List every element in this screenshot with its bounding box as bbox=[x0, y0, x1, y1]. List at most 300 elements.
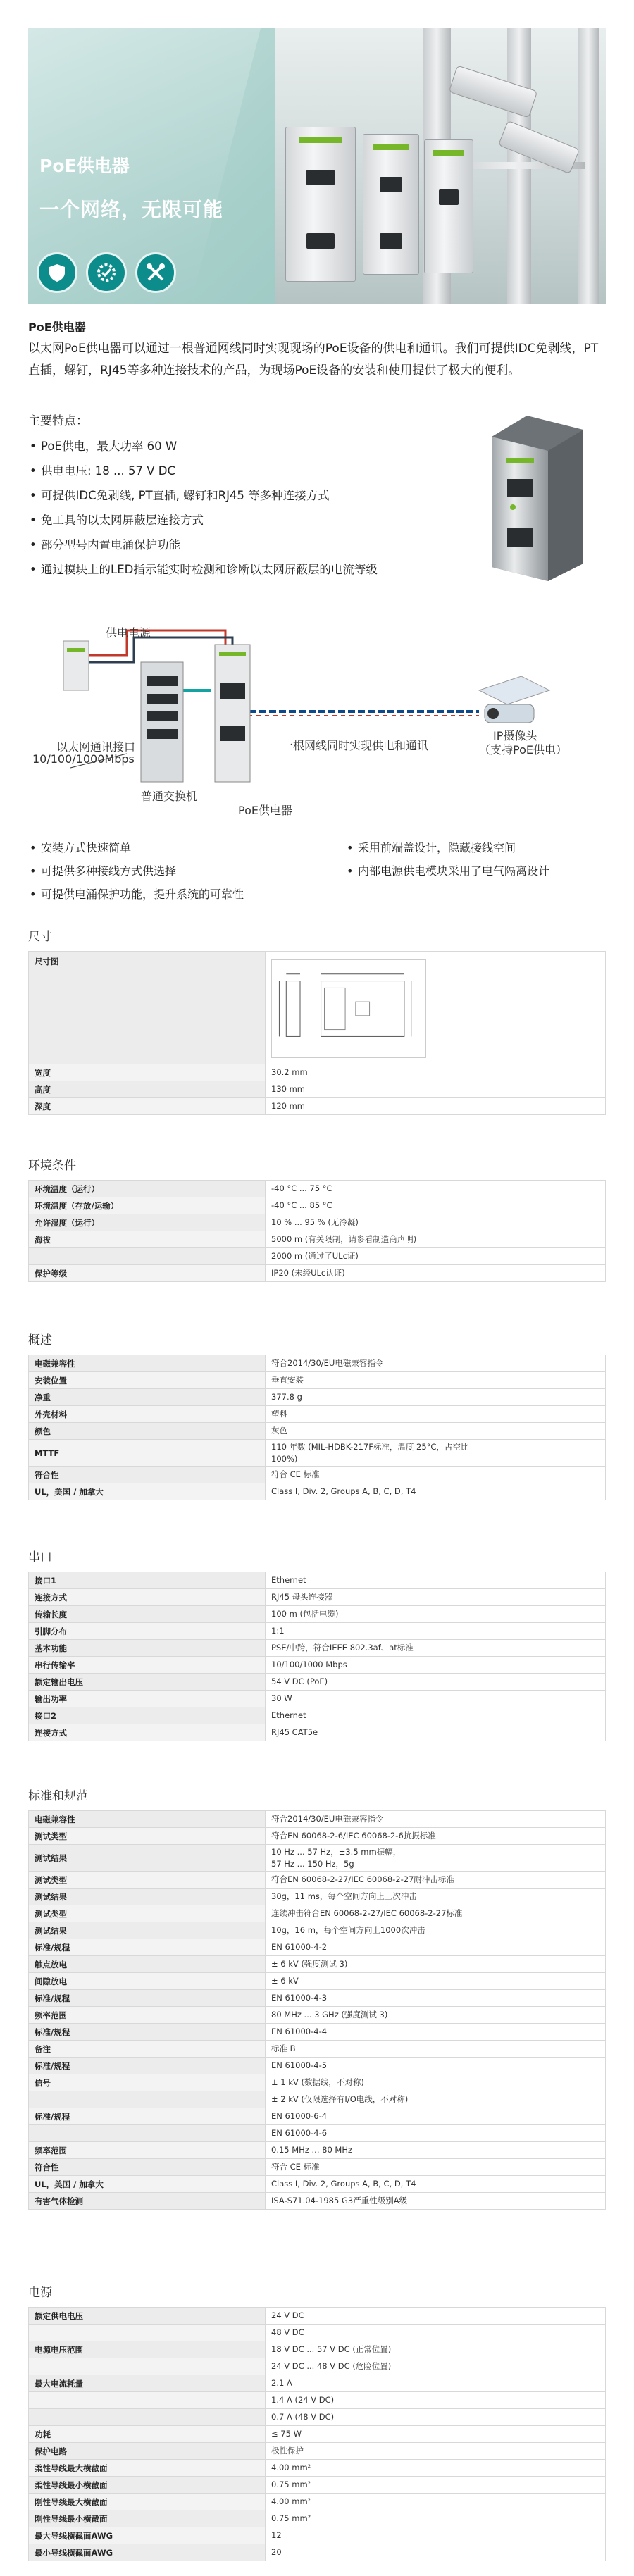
spec-value bbox=[266, 2058, 606, 2074]
feature-item: • 通过模块上的LED指示能实时检测和诊断以太网屏蔽层的电流等级 bbox=[28, 560, 451, 585]
feature-item: • 免工具的以太网屏蔽层连接方式 bbox=[28, 511, 451, 535]
spec-value-line: 符合 CE 标准 bbox=[271, 1469, 320, 1479]
spec-key: MTTF bbox=[29, 1440, 266, 1467]
table-row bbox=[29, 1691, 606, 1707]
spec-value-line: ± 2 kV (仅限选择有I/O电线，不对称) bbox=[271, 2094, 409, 2104]
spec-key: 保护等级 bbox=[29, 1265, 266, 1282]
spec-value bbox=[266, 1707, 606, 1724]
spec-value bbox=[266, 2392, 606, 2409]
spec-value-line: 48 V DC bbox=[271, 2327, 304, 2337]
spec-key: 标准/规程 bbox=[29, 2108, 266, 2125]
spec-key: 最大导线横截面AWG bbox=[29, 2527, 266, 2544]
spec-key: 测试结果 bbox=[29, 1922, 266, 1939]
table-row bbox=[29, 2409, 606, 2426]
spec-value-line: 1.4 A (24 V DC) bbox=[271, 2395, 335, 2405]
spec-key: 尺寸图 bbox=[29, 952, 266, 1064]
spec-value bbox=[266, 1248, 606, 1265]
spec-value bbox=[266, 1872, 606, 1889]
spec-value bbox=[266, 1674, 606, 1691]
spec-value-line: 30 W bbox=[271, 1693, 292, 1703]
table-row bbox=[29, 1956, 606, 1973]
section-title: 串口 bbox=[28, 1550, 52, 1564]
spec-value-line: 10 % ... 95 % (无冷凝) bbox=[271, 1217, 359, 1227]
spec-value bbox=[266, 1214, 606, 1231]
spec-value bbox=[266, 1623, 606, 1640]
feature-list bbox=[28, 437, 451, 585]
label-eth-speed: 10/100/1000Mbps bbox=[32, 752, 135, 766]
spec-value bbox=[266, 1589, 606, 1606]
spec-table bbox=[28, 1180, 606, 1282]
spec-key bbox=[29, 2392, 266, 2409]
spec-value-line: 4.00 mm² bbox=[271, 2463, 311, 2472]
spec-value bbox=[266, 1098, 606, 1115]
table-row bbox=[29, 2074, 606, 2091]
spec-value-line: ISA-S71.04-1985 G3严重性级别A级 bbox=[271, 2196, 408, 2205]
table-row bbox=[29, 2510, 606, 2527]
table-row bbox=[29, 2375, 606, 2392]
spec-key: 接口2 bbox=[29, 1707, 266, 1724]
spec-value bbox=[266, 1905, 606, 1922]
hero-banner bbox=[28, 28, 606, 304]
spec-value bbox=[266, 1889, 606, 1905]
table-row bbox=[29, 1389, 606, 1406]
spec-value-line: RJ45 CAT5e bbox=[271, 1727, 318, 1737]
table-row bbox=[29, 2358, 606, 2375]
spec-key: 频率范围 bbox=[29, 2007, 266, 2024]
spec-value-line: 符合2014/30/EU电磁兼容指令 bbox=[271, 1358, 384, 1368]
hero-subtitle: 一个网络，无限可能 bbox=[39, 198, 224, 221]
table-row bbox=[29, 1828, 606, 1845]
spec-value bbox=[266, 2074, 606, 2091]
feature-item: • PoE供电，最大功率 60 W bbox=[28, 437, 451, 461]
spec-key: 柔性导线最小横截面 bbox=[29, 2477, 266, 2494]
spec-value-line: 30.2 mm bbox=[271, 1067, 308, 1077]
table-row bbox=[29, 1707, 606, 1724]
spec-value-line: 24 V DC ... 48 V DC (危险位置) bbox=[271, 2361, 392, 2371]
table-row bbox=[29, 1811, 606, 1828]
spec-key bbox=[29, 1248, 266, 1265]
spec-table bbox=[28, 1355, 606, 1500]
spec-value bbox=[266, 1973, 606, 1990]
spec-value bbox=[266, 1231, 606, 1248]
spec-value bbox=[266, 1657, 606, 1674]
spec-value bbox=[266, 1355, 606, 1372]
spec-value bbox=[266, 2325, 606, 2341]
table-row bbox=[29, 1197, 606, 1214]
spec-value-line: EN 61000-4-2 bbox=[271, 1942, 328, 1952]
section-title: 标准和规范 bbox=[28, 1789, 88, 1803]
table-row bbox=[29, 1589, 606, 1606]
spec-key bbox=[29, 2125, 266, 2142]
spec-value bbox=[266, 1845, 606, 1872]
spec-key: UL，美国 / 加拿大 bbox=[29, 1483, 266, 1500]
spec-key: 符合性 bbox=[29, 2159, 266, 2176]
table-row bbox=[29, 2341, 606, 2358]
table-row bbox=[29, 2392, 606, 2409]
table-row bbox=[29, 1231, 606, 1248]
feature-item: • 可提供IDC免剥线, PT直插, 螺钉和RJ45 等多种连接方式 bbox=[28, 486, 451, 511]
dimension-drawing bbox=[271, 959, 426, 1058]
spec-value-line: 0.75 mm² bbox=[271, 2479, 311, 2489]
spec-value-line: 符合 CE 标准 bbox=[271, 2162, 320, 2172]
spec-value-line: 10g，16 m，每个空间方向上1000次冲击 bbox=[271, 1925, 425, 1935]
table-row bbox=[29, 1265, 606, 1282]
table-row bbox=[29, 1355, 606, 1372]
spec-key: 测试类型 bbox=[29, 1828, 266, 1845]
table-row bbox=[29, 1905, 606, 1922]
spec-key: 柔性导线最大横截面 bbox=[29, 2460, 266, 2477]
spec-value-line: 110 年数 (MIL-HDBK-217F标准，温度 25°C，占空比 bbox=[271, 1441, 469, 1452]
spec-key: 最小导线横截面AWG bbox=[29, 2544, 266, 2561]
table-row bbox=[29, 2058, 606, 2074]
spec-key: 有害气体检测 bbox=[29, 2193, 266, 2210]
spec-value-line: 塑料 bbox=[271, 1409, 287, 1419]
spec-table bbox=[28, 1572, 606, 1741]
spec-value bbox=[266, 2091, 606, 2108]
table-row bbox=[29, 2159, 606, 2176]
spec-key: 宽度 bbox=[29, 1064, 266, 1081]
spec-value bbox=[266, 1181, 606, 1197]
spec-table bbox=[28, 1810, 606, 2210]
spec-value-line: 100 m (包括电缆) bbox=[271, 1609, 339, 1619]
table-row bbox=[29, 2494, 606, 2510]
spec-value-line: 54 V DC (PoE) bbox=[271, 1676, 328, 1686]
table-row bbox=[29, 2091, 606, 2108]
table-row bbox=[29, 1440, 606, 1467]
spec-key: 间隙放电 bbox=[29, 1973, 266, 1990]
table-row bbox=[29, 1467, 606, 1483]
gear-check-icon bbox=[86, 252, 127, 293]
table-row bbox=[29, 2024, 606, 2041]
spec-value bbox=[266, 1406, 606, 1423]
spec-value-line: 2.1 A bbox=[271, 2378, 292, 2388]
spec-value-line: 130 mm bbox=[271, 1084, 306, 1094]
spec-key: 额定供电电压 bbox=[29, 2308, 266, 2325]
spec-value-line: EN 61000-4-4 bbox=[271, 2027, 328, 2036]
spec-value-line: 0.75 mm² bbox=[271, 2513, 311, 2523]
label-camera: IP摄像头 bbox=[493, 729, 537, 742]
spec-key: 标准/规程 bbox=[29, 2058, 266, 2074]
spec-value-line: EN 61000-4-5 bbox=[271, 2060, 328, 2070]
spec-key: 电磁兼容性 bbox=[29, 1811, 266, 1828]
spec-key: 标准/规程 bbox=[29, 1939, 266, 1956]
spec-key: 深度 bbox=[29, 1098, 266, 1115]
spec-value-line: 符合EN 60068-2-27/IEC 60068-2-27耐冲击标准 bbox=[271, 1874, 454, 1884]
spec-value bbox=[266, 1691, 606, 1707]
spec-value-line: RJ45 母头连接器 bbox=[271, 1592, 333, 1602]
spec-value-line: 377.8 g bbox=[271, 1392, 302, 1402]
spec-key: 电磁兼容性 bbox=[29, 1355, 266, 1372]
table-row bbox=[29, 1922, 606, 1939]
benefit-item: • 可提供电涌保护功能，提升系统的可靠性 bbox=[28, 885, 338, 908]
section-title: 电源 bbox=[28, 2286, 52, 2300]
spec-key: 刚性导线最小横截面 bbox=[29, 2510, 266, 2527]
spec-key bbox=[29, 2409, 266, 2426]
spec-value-line: 20 bbox=[271, 2547, 282, 2557]
table-row bbox=[29, 1990, 606, 2007]
spec-value-line: -40 °C ... 75 °C bbox=[271, 1183, 332, 1193]
spec-key: 传输长度 bbox=[29, 1606, 266, 1623]
spec-value bbox=[266, 2358, 606, 2375]
spec-key: 环境温度（存放/运输） bbox=[29, 1197, 266, 1214]
section-title: 环境条件 bbox=[28, 1159, 76, 1173]
spec-value bbox=[266, 2341, 606, 2358]
spec-value-line: 连续冲击符合EN 60068-2-27/IEC 60068-2-27标准 bbox=[271, 1908, 463, 1918]
label-camera-poe: （支持PoE供电） bbox=[479, 743, 567, 757]
spec-key: 电源电压范围 bbox=[29, 2341, 266, 2358]
spec-value bbox=[266, 1640, 606, 1657]
spec-value-line: 0.15 MHz ... 80 MHz bbox=[271, 2145, 353, 2155]
table-row bbox=[29, 1214, 606, 1231]
spec-value-line: 极性保护 bbox=[271, 2446, 304, 2456]
product-side-image bbox=[478, 409, 597, 585]
spec-key: 功耗 bbox=[29, 2426, 266, 2443]
spec-key bbox=[29, 2358, 266, 2375]
spec-key: UL，美国 / 加拿大 bbox=[29, 2176, 266, 2193]
hero-product-photo bbox=[275, 28, 606, 304]
table-row bbox=[29, 1606, 606, 1623]
table-row bbox=[29, 2308, 606, 2325]
spec-value bbox=[266, 1197, 606, 1214]
spec-value bbox=[266, 1372, 606, 1389]
spec-value-line: ≤ 75 W bbox=[271, 2429, 302, 2439]
benefits-left bbox=[28, 838, 338, 908]
spec-value bbox=[266, 1572, 606, 1589]
spec-value bbox=[266, 2477, 606, 2494]
spec-value-line: 12 bbox=[271, 2530, 282, 2540]
table-row bbox=[29, 1674, 606, 1691]
spec-key: 基本功能 bbox=[29, 1640, 266, 1657]
table-row bbox=[29, 1181, 606, 1197]
feature-item: • 供电电压: 18 ... 57 V DC bbox=[28, 461, 451, 486]
application-diagram bbox=[28, 613, 606, 824]
spec-value bbox=[266, 2443, 606, 2460]
table-row bbox=[29, 2041, 606, 2058]
table-row bbox=[29, 2176, 606, 2193]
feature-item: • 部分型号内置电涌保护功能 bbox=[28, 535, 451, 560]
spec-key bbox=[29, 2091, 266, 2108]
table-row bbox=[29, 1657, 606, 1674]
table-row bbox=[29, 2007, 606, 2024]
label-switch: 普通交换机 bbox=[141, 790, 198, 803]
spec-key: 最大电流耗量 bbox=[29, 2375, 266, 2392]
table-row bbox=[29, 1572, 606, 1589]
spec-key: 标准/规程 bbox=[29, 1990, 266, 2007]
spec-value bbox=[266, 1956, 606, 1973]
spec-key bbox=[29, 2325, 266, 2341]
spec-key: 高度 bbox=[29, 1081, 266, 1098]
table-row bbox=[29, 2108, 606, 2125]
label-power-supply: 供电电源 bbox=[106, 626, 151, 640]
spec-value bbox=[266, 2510, 606, 2527]
spec-value bbox=[266, 1483, 606, 1500]
spec-value-line: ± 6 kV bbox=[271, 1976, 299, 1986]
spec-value-line: ± 1 kV (数据线，不对称) bbox=[271, 2077, 364, 2087]
section-title: 尺寸 bbox=[28, 930, 52, 944]
spec-value bbox=[266, 1939, 606, 1956]
shield-icon bbox=[37, 252, 77, 293]
spec-value-line: 57 Hz ... 150 Hz，5g bbox=[271, 1858, 354, 1869]
spec-value bbox=[266, 2176, 606, 2193]
spec-key: 测试类型 bbox=[29, 1872, 266, 1889]
spec-table bbox=[28, 951, 606, 1115]
table-row bbox=[29, 2142, 606, 2159]
spec-key: 测试结果 bbox=[29, 1845, 266, 1872]
spec-value bbox=[266, 2375, 606, 2392]
spec-value-line: 80 MHz ... 3 GHz (强度测试 3) bbox=[271, 2010, 388, 2020]
benefit-item: • 可提供多种接线方式供选择 bbox=[28, 861, 338, 885]
spec-key: 输出功率 bbox=[29, 1691, 266, 1707]
table-row bbox=[29, 1640, 606, 1657]
spec-value bbox=[266, 1423, 606, 1440]
table-row bbox=[29, 1064, 606, 1081]
spec-value bbox=[266, 2041, 606, 2058]
table-row bbox=[29, 2527, 606, 2544]
spec-value bbox=[266, 2108, 606, 2125]
hero-title: PoE供电器 bbox=[39, 156, 130, 176]
spec-value-line: 符合2014/30/EU电磁兼容指令 bbox=[271, 1814, 384, 1824]
spec-value bbox=[266, 1467, 606, 1483]
table-row bbox=[29, 2125, 606, 2142]
spec-value-line: 4.00 mm² bbox=[271, 2496, 311, 2506]
features-title: 主要特点： bbox=[28, 414, 88, 428]
table-row bbox=[29, 2443, 606, 2460]
spec-value-line: 灰色 bbox=[271, 1426, 287, 1436]
spec-key: 备注 bbox=[29, 2041, 266, 2058]
table-row bbox=[29, 2477, 606, 2494]
spec-value-line: 10 Hz ... 57 Hz，±3.5 mm振幅， bbox=[271, 1846, 402, 1857]
spec-key: 连接方式 bbox=[29, 1589, 266, 1606]
spec-value bbox=[266, 2193, 606, 2210]
spec-value-line: 100%) bbox=[271, 1453, 298, 1464]
spec-key: 连接方式 bbox=[29, 1724, 266, 1741]
intro-title: PoE供电器 bbox=[28, 321, 86, 334]
label-one-cable: 一根网线同时实现供电和通讯 bbox=[282, 739, 429, 752]
spec-key: 净重 bbox=[29, 1389, 266, 1406]
spec-value-line: Class I, Div. 2, Groups A, B, C, D, T4 bbox=[271, 2179, 416, 2189]
table-row bbox=[29, 1845, 606, 1872]
intro-text: 以太网PoE供电器可以通过一根普通网线同时实现现场的PoE设备的供电和通讯。我们可提供IDC免剥线，PT直插，螺钉，RJ45等多种连接技术的产品，为现场PoE设备的安装和使用提供了极大的便利。 bbox=[28, 342, 599, 378]
benefit-item: • 采用前端盖设计，隐藏接线空间 bbox=[345, 838, 613, 861]
table-row bbox=[29, 1939, 606, 1956]
spec-value-line: 120 mm bbox=[271, 1101, 306, 1111]
spec-value bbox=[266, 1724, 606, 1741]
spec-key: 海拔 bbox=[29, 1231, 266, 1248]
spec-value-line: Ethernet bbox=[271, 1575, 306, 1585]
spec-value bbox=[266, 952, 606, 1064]
spec-value-line: 30g，11 ms，每个空间方向上三次冲击 bbox=[271, 1891, 417, 1901]
spec-value bbox=[266, 1389, 606, 1406]
spec-value bbox=[266, 1922, 606, 1939]
spec-key: 标准/规程 bbox=[29, 2024, 266, 2041]
spec-value-line: EN 61000-4-6 bbox=[271, 2128, 328, 2138]
spec-key: 刚性导线最大横截面 bbox=[29, 2494, 266, 2510]
spec-key: 允许湿度（运行） bbox=[29, 1214, 266, 1231]
spec-value-line: 10/100/1000 Mbps bbox=[271, 1660, 347, 1669]
spec-value bbox=[266, 2527, 606, 2544]
table-row bbox=[29, 1081, 606, 1098]
spec-value-line: ± 6 kV (强度测试 3) bbox=[271, 1959, 348, 1969]
table-row bbox=[29, 2426, 606, 2443]
spec-value bbox=[266, 2125, 606, 2142]
spec-value bbox=[266, 1828, 606, 1845]
spec-key: 触点放电 bbox=[29, 1956, 266, 1973]
spec-value bbox=[266, 1440, 606, 1467]
spec-value bbox=[266, 1990, 606, 2007]
spec-value-line: 24 V DC bbox=[271, 2310, 304, 2320]
spec-value-line: 1:1 bbox=[271, 1626, 285, 1636]
spec-value bbox=[266, 1265, 606, 1282]
spec-value-line: 5000 m (有关限制，请参看制造商声明) bbox=[271, 1234, 417, 1244]
table-row bbox=[29, 2325, 606, 2341]
table-row bbox=[29, 2193, 606, 2210]
table-row bbox=[29, 1724, 606, 1741]
tools-icon bbox=[135, 252, 176, 293]
spec-value-line: Ethernet bbox=[271, 1710, 306, 1720]
table-row bbox=[29, 2460, 606, 2477]
spec-value-line: 2000 m (通过了ULc证) bbox=[271, 1251, 359, 1261]
spec-value bbox=[266, 1606, 606, 1623]
table-row bbox=[29, 1872, 606, 1889]
spec-table bbox=[28, 2307, 606, 2561]
spec-value bbox=[266, 2007, 606, 2024]
spec-value-line: 18 V DC ... 57 V DC (正常位置) bbox=[271, 2344, 392, 2354]
spec-key: 信号 bbox=[29, 2074, 266, 2091]
table-row bbox=[29, 1098, 606, 1115]
spec-key: 安装位置 bbox=[29, 1372, 266, 1389]
benefits-right bbox=[345, 838, 613, 885]
spec-value bbox=[266, 1064, 606, 1081]
table-row bbox=[29, 1248, 606, 1265]
benefit-item: • 安装方式快速简单 bbox=[28, 838, 338, 861]
spec-value bbox=[266, 2460, 606, 2477]
spec-key: 测试结果 bbox=[29, 1889, 266, 1905]
spec-key: 外壳材料 bbox=[29, 1406, 266, 1423]
spec-key: 接口1 bbox=[29, 1572, 266, 1589]
table-row bbox=[29, 1406, 606, 1423]
spec-value bbox=[266, 1081, 606, 1098]
spec-key: 额定输出电压 bbox=[29, 1674, 266, 1691]
spec-value bbox=[266, 2494, 606, 2510]
spec-value bbox=[266, 2409, 606, 2426]
spec-value bbox=[266, 1811, 606, 1828]
spec-value bbox=[266, 2308, 606, 2325]
spec-value-line: -40 °C ... 85 °C bbox=[271, 1200, 332, 1210]
spec-value bbox=[266, 2159, 606, 2176]
spec-key: 频率范围 bbox=[29, 2142, 266, 2159]
section-title: 概述 bbox=[28, 1333, 52, 1348]
table-row bbox=[29, 1623, 606, 1640]
spec-value-line: 符合EN 60068-2-6/IEC 60068-2-6抗振标准 bbox=[271, 1831, 436, 1841]
spec-value-line: PSE/中跨，符合IEEE 802.3af、at标准 bbox=[271, 1643, 414, 1653]
table-row bbox=[29, 2544, 606, 2561]
spec-key: 测试类型 bbox=[29, 1905, 266, 1922]
spec-value-line: IP20 (未经ULc认证) bbox=[271, 1268, 345, 1278]
spec-key: 保护电路 bbox=[29, 2443, 266, 2460]
table-row bbox=[29, 1889, 606, 1905]
spec-value-line: Class I, Div. 2, Groups A, B, C, D, T4 bbox=[271, 1486, 416, 1496]
spec-value bbox=[266, 2024, 606, 2041]
spec-value bbox=[266, 2426, 606, 2443]
spec-value-line: EN 61000-6-4 bbox=[271, 2111, 328, 2121]
spec-value bbox=[266, 2544, 606, 2561]
label-eth-port: 以太网通讯接口 bbox=[56, 740, 136, 754]
table-row bbox=[29, 1372, 606, 1389]
spec-key: 颜色 bbox=[29, 1423, 266, 1440]
spec-value bbox=[266, 2142, 606, 2159]
spec-value-line: 垂直安装 bbox=[271, 1375, 304, 1385]
spec-value-line: 标准 B bbox=[271, 2043, 296, 2053]
